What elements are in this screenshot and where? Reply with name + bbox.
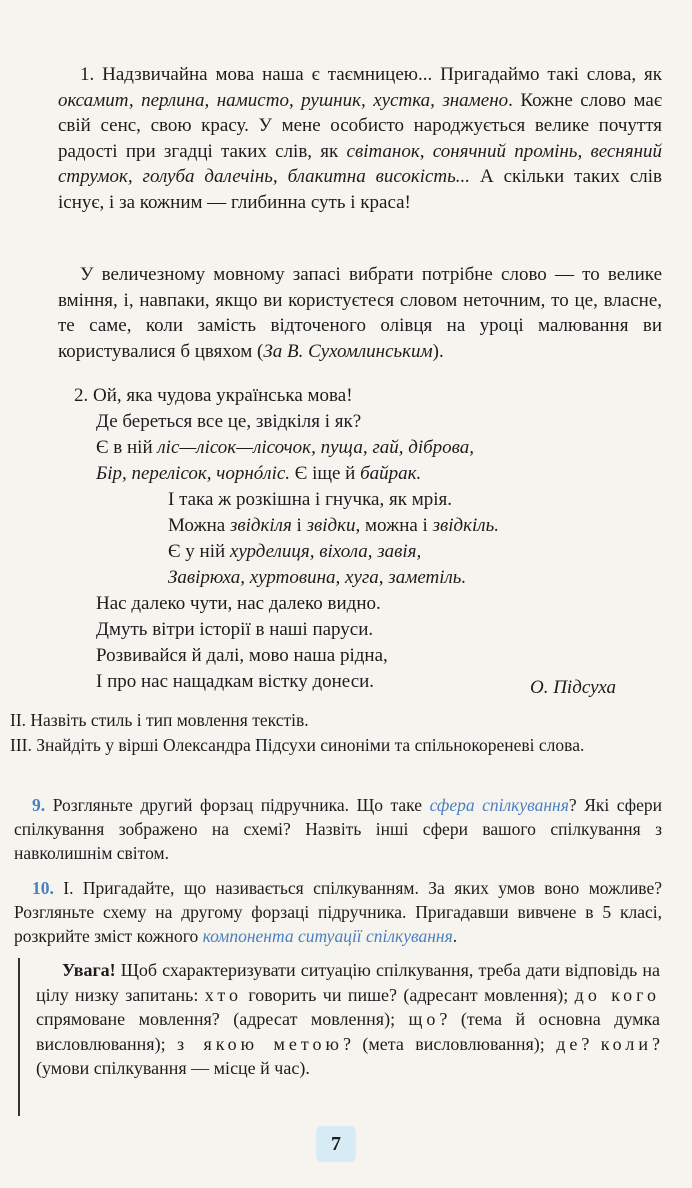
p1-text-1: 1. Надзвичайна мова наша є таємницею... Пригадаймо такі слова, як (80, 64, 662, 85)
poem-line-6-a: Можна (168, 515, 230, 536)
exercise-9-number: 9. (32, 795, 46, 815)
poem-line-12: І про нас нащадкам вістку донеси. (96, 671, 375, 692)
note-box (20, 958, 660, 1081)
poem-line-3-i: ліс—лісок—лісочок, пуща, гай, діброва, (157, 437, 475, 458)
poem-line-4 (74, 461, 499, 487)
note-text-3: спрямоване мовлення? (адресат мовлення); (36, 1009, 409, 1029)
note-text-5: ? (мета висловлювання); (342, 1033, 557, 1054)
p1-text-3: А скільки таких слів існує, і за кожним — глибинна суть і краса! (58, 166, 662, 213)
exercise-10-term: компонента ситуації спілкування (202, 926, 453, 946)
poem-line-9: Нас далеко чути, нас далеко видно. (96, 593, 381, 614)
p2-italic-1: За В. Сухомлинським (263, 340, 433, 362)
exercise-9 (14, 793, 662, 865)
note-text-6: ? (581, 1033, 601, 1054)
exercise-10 (14, 876, 662, 948)
poem-line-4-c: байрак. (360, 463, 422, 484)
poem-author: О. Підсуха (529, 677, 616, 698)
task-ii: ІІ. Назвіть стиль і тип мовлення текстів. (10, 710, 309, 730)
poem-line-7 (74, 539, 499, 565)
poem-line-4-b: Є іще й (290, 463, 361, 484)
note-keyword-3: що (408, 1009, 440, 1029)
exercise-9-term: сфера спілкування (429, 795, 569, 815)
poem-line-10: Дмуть вітри історії в наші паруси. (96, 619, 374, 640)
p1-italic-1: оксамит, перлина, намисто, рушник, хустка, знамено (58, 89, 509, 111)
note-text-4: ? (тема й основна думка висловлювання); (36, 1009, 660, 1054)
poem-line-1: 2. Ой, яка чудова українська мова! (74, 385, 353, 406)
exercise-10-text-a: І. Пригадайте, що називається спілкуванням. За яких умов воно можливе? Розгляньте схему на другому форзаці підручника. Пригадавши вивчене в 5 класі, розкрийте зміст кожного (14, 878, 662, 946)
p2-text-1: У величезному мовному запасі вибрати потрібне слово — то велике вміння, і, навпаки, якщо ви користуєтеся словом неточним, то це, власне, те саме, коли замість відточеного олівця на уроці малювання ви користувалися б цвяхом ( (58, 264, 662, 362)
paragraph-1 (58, 62, 662, 215)
poem-line-7-a: Є у ній (168, 541, 230, 562)
note-keyword-5: де (556, 1033, 582, 1054)
poem-line-6-b: звідкіля (229, 515, 292, 536)
poem-line-6-c: і (291, 515, 307, 536)
poem (74, 383, 499, 695)
page-number: 7 (316, 1126, 356, 1162)
p1-italic-2: світанок, сонячний промінь, весняний струмок, голуба далечінь, блакитна високість... (58, 140, 662, 187)
poem-line-7-b: хурделиця, віхола, завія, (229, 541, 422, 562)
poem-line-3-a: Є в ній (96, 437, 158, 458)
poem-line-6-f: звідкіль. (432, 515, 499, 536)
note-text-7: ? (умови спілкування — місце й час). (36, 1033, 660, 1078)
poem-line-6 (74, 513, 499, 539)
exercise-10-text-c: . (452, 926, 458, 946)
poem-line-3 (74, 435, 499, 461)
paragraph-2 (58, 262, 662, 364)
note-keyword-2: до кого (574, 984, 661, 1005)
note-keyword-1: хто (204, 984, 242, 1005)
p1-text-2: . Кожне слово має свій сенс, свою красу. У мене особисто народжується велике почуття радості при згадці таких слів, як (58, 89, 662, 162)
task-iii: ІІІ. Знайдіть у вірші Олександра Підсухи синоніми та спільнокореневі слова. (10, 735, 585, 755)
note-keyword-6: коли (600, 1033, 652, 1054)
exercise-9-text-a: Розгляньте другий форзац підручника. Що таке (45, 795, 430, 815)
note-text-1: Щоб схарактеризувати ситуацію спілкування, треба дати відповідь на цілу низку запитань: (36, 960, 660, 1005)
poem-line-8-i: Завірюха, хуртовина, хуга, заметіль. (168, 567, 467, 588)
poem-line-4-i: Бір, перелісок, чорнóліс. (96, 463, 291, 484)
poem-line-2: Де береться все це, звідкіля і як? (96, 411, 362, 432)
poem-line-6-e: , можна і (355, 515, 433, 536)
exercise-10-number: 10. (32, 878, 54, 898)
poem-line-8 (74, 565, 499, 591)
note-keyword-4: з якою метою (177, 1033, 343, 1054)
note-text-2: говорить чи пише? (адресант мовлення); (241, 984, 575, 1005)
poem-line-5: І така ж розкішна і гнучка, як мрія. (168, 489, 452, 510)
poem-line-11: Розвивайся й далі, мово наша рідна, (96, 645, 388, 666)
p2-text-2: ). (432, 340, 444, 362)
exercise-9-text-c: ? Які сфери спілкування зображено на схемі? Назвіть інші сфери вашого спілкування з навколишнім світом. (14, 795, 662, 863)
poem-line-6-d: звідки (306, 515, 356, 536)
note-heading: Увага! (62, 960, 116, 980)
